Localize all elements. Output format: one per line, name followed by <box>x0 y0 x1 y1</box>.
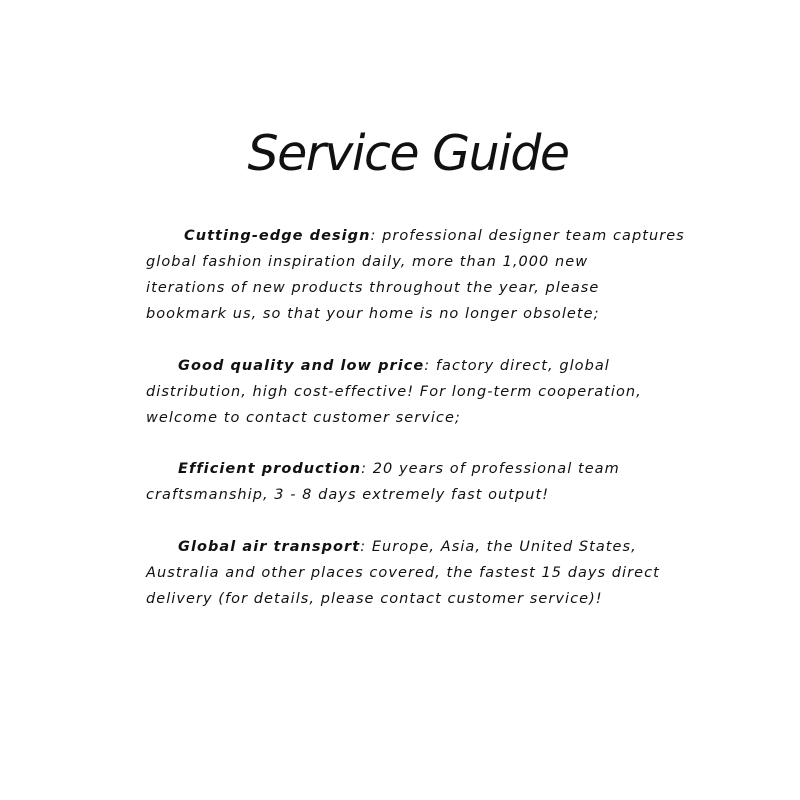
section-text: : professional designer team captures <box>370 228 685 244</box>
section-text: : Europe, Asia, the United States, <box>360 539 637 555</box>
section-line: iterations of new products throughout the year, please <box>146 280 600 296</box>
section-line: global fashion inspiration daily, more than 1,000 new <box>146 254 589 270</box>
section-line: craftsmanship, 3 - 8 days extremely fast output! <box>146 487 550 503</box>
section-good-quality-low-price <box>146 353 666 431</box>
section-line <box>146 534 666 560</box>
section-lead: Efficient production <box>178 461 362 477</box>
section-line <box>146 353 666 379</box>
section-text: : 20 years of professional team <box>361 461 620 477</box>
section-efficient-production <box>146 456 666 508</box>
section-line <box>146 223 685 249</box>
section-lead: Global air transport <box>178 539 361 555</box>
section-line: bookmark us, so that your home is no longer obsolete; <box>146 306 600 322</box>
section-text: : factory direct, global <box>424 358 610 374</box>
section-lead: Cutting-edge design <box>184 228 371 244</box>
section-cutting-edge-design <box>146 223 685 327</box>
section-line: delivery (for details, please contact customer service)! <box>146 591 603 607</box>
section-line: welcome to contact customer service; <box>146 410 461 426</box>
section-line: Australia and other places covered, the fastest 15 days direct <box>146 565 660 581</box>
page-title: Service Guide <box>247 125 569 182</box>
section-line: distribution, high cost-effective! For long-term cooperation, <box>146 384 642 400</box>
section-global-air-transport <box>146 534 666 612</box>
section-line <box>146 456 666 482</box>
section-lead: Good quality and low price <box>178 358 425 374</box>
